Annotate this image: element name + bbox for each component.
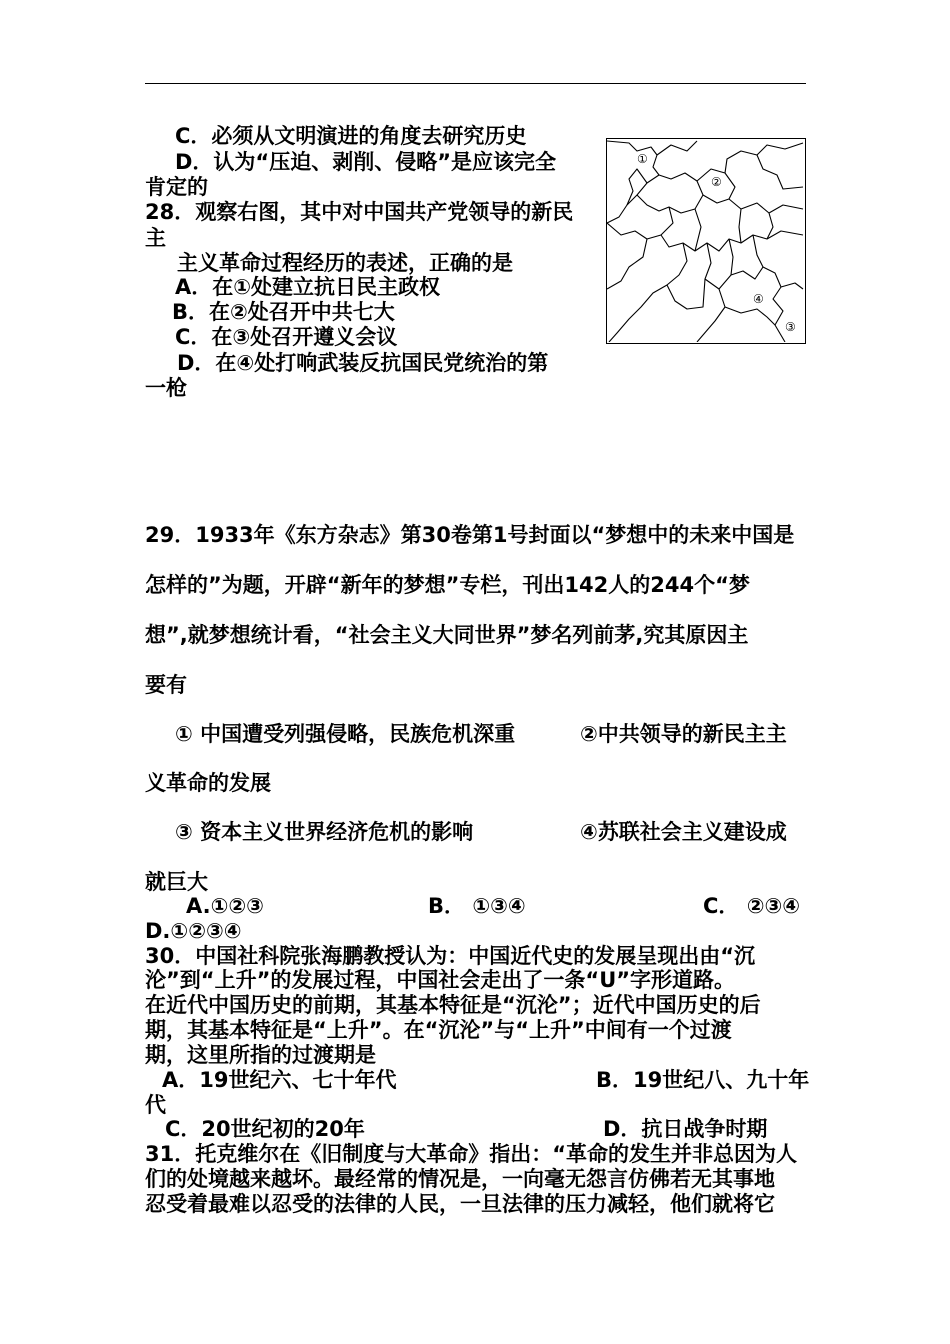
q30-option-d: D．抗日战争时期 bbox=[603, 1117, 768, 1141]
q27-option-d-cont: 肯定的 bbox=[145, 175, 208, 199]
map-label-2: ② bbox=[711, 175, 722, 189]
q30-line-5: 期，这里所指的过渡期是 bbox=[145, 1043, 376, 1067]
q29-item-3: ③ 资本主义世界经济危机的影响 bbox=[175, 820, 474, 844]
q29-item-4-cont: 就巨大 bbox=[145, 870, 208, 894]
q31-line-3: 忍受着最难以忍受的法律的人民，一旦法律的压力减轻，他们就将它 bbox=[145, 1192, 775, 1216]
q30-line-1: 30．中国社科院张海鹏教授认为：中国近代史的发展呈现出由“沉 bbox=[145, 944, 756, 968]
q29-item-4: ④苏联社会主义建设成 bbox=[580, 820, 787, 844]
q28-stem-cont: 主 bbox=[145, 226, 166, 250]
q29-option-b: B． ①③④ bbox=[428, 894, 526, 918]
q30-line-4: 期，其基本特征是“上升”。在“沉沦”与“上升”中间有一个过渡 bbox=[145, 1018, 732, 1042]
map-label-3: ③ bbox=[785, 320, 796, 334]
q30-option-a: A．19世纪六、七十年代 bbox=[162, 1068, 397, 1092]
header-rule bbox=[145, 83, 806, 84]
q29-item-1: ① 中国遭受列强侵略，民族危机深重 bbox=[175, 722, 516, 746]
q29-line-3: 想”,就梦想统计看，“社会主义大同世界”梦名列前茅,究其原因主 bbox=[145, 623, 749, 647]
q30-line-2: 沦”到“上升”的发展过程，中国社会走出了一条“U”字形道路。 bbox=[145, 968, 736, 992]
q27-option-d: D．认为“压迫、剥削、侵略”是应该完全 bbox=[175, 150, 557, 174]
q29-line-4: 要有 bbox=[145, 673, 187, 697]
q29-line-2: 怎样的”为题，开辟“新年的梦想”专栏，刊出142人的244个“梦 bbox=[145, 573, 750, 597]
q29-line-1: 29．1933年《东方杂志》第30卷第1号封面以“梦想中的未来中国是 bbox=[145, 523, 795, 547]
q28-option-d: D．在④处打响武装反抗国民党统治的第 bbox=[177, 351, 549, 375]
q29-item-2-cont: 义革命的发展 bbox=[145, 771, 271, 795]
q30-option-b: B．19世纪八、九十年 bbox=[596, 1068, 810, 1092]
map-label-1: ① bbox=[637, 152, 648, 166]
q29-option-c: C． ②③④ bbox=[703, 894, 801, 918]
q28-option-b: B．在②处召开中共七大 bbox=[172, 300, 395, 324]
q27-option-c: C．必须从文明演进的角度去研究历史 bbox=[175, 124, 527, 148]
q28-stem: 28．观察右图，其中对中国共产党领导的新民 bbox=[145, 200, 574, 224]
q28-option-c: C．在③处召开遵义会议 bbox=[175, 325, 398, 349]
q28-stem-cont2: 主义革命过程经历的表述，正确的是 bbox=[177, 251, 513, 275]
q31-line-1: 31．托克维尔在《旧制度与大革命》指出：“革命的发生并非总因为人 bbox=[145, 1142, 798, 1166]
q29-option-d: D.①②③④ bbox=[145, 919, 242, 943]
map-outline-svg bbox=[607, 139, 804, 342]
q31-line-2: 们的处境越来越坏。最经常的情况是，一向毫无怨言仿佛若无其事地 bbox=[145, 1167, 775, 1191]
q30-option-b-cont: 代 bbox=[145, 1093, 166, 1117]
q28-option-d-cont: 一枪 bbox=[145, 376, 187, 400]
q28-option-a: A．在①处建立抗日民主政权 bbox=[175, 275, 441, 299]
china-map-figure bbox=[606, 138, 806, 344]
q30-line-3: 在近代中国历史的前期，其基本特征是“沉沦”；近代中国历史的后 bbox=[145, 993, 761, 1017]
q29-item-2: ②中共领导的新民主主 bbox=[580, 722, 787, 746]
q30-option-c: C．20世纪初的20年 bbox=[165, 1117, 365, 1141]
map-label-4: ④ bbox=[753, 292, 764, 306]
q29-option-a: A.①②③ bbox=[186, 894, 264, 918]
